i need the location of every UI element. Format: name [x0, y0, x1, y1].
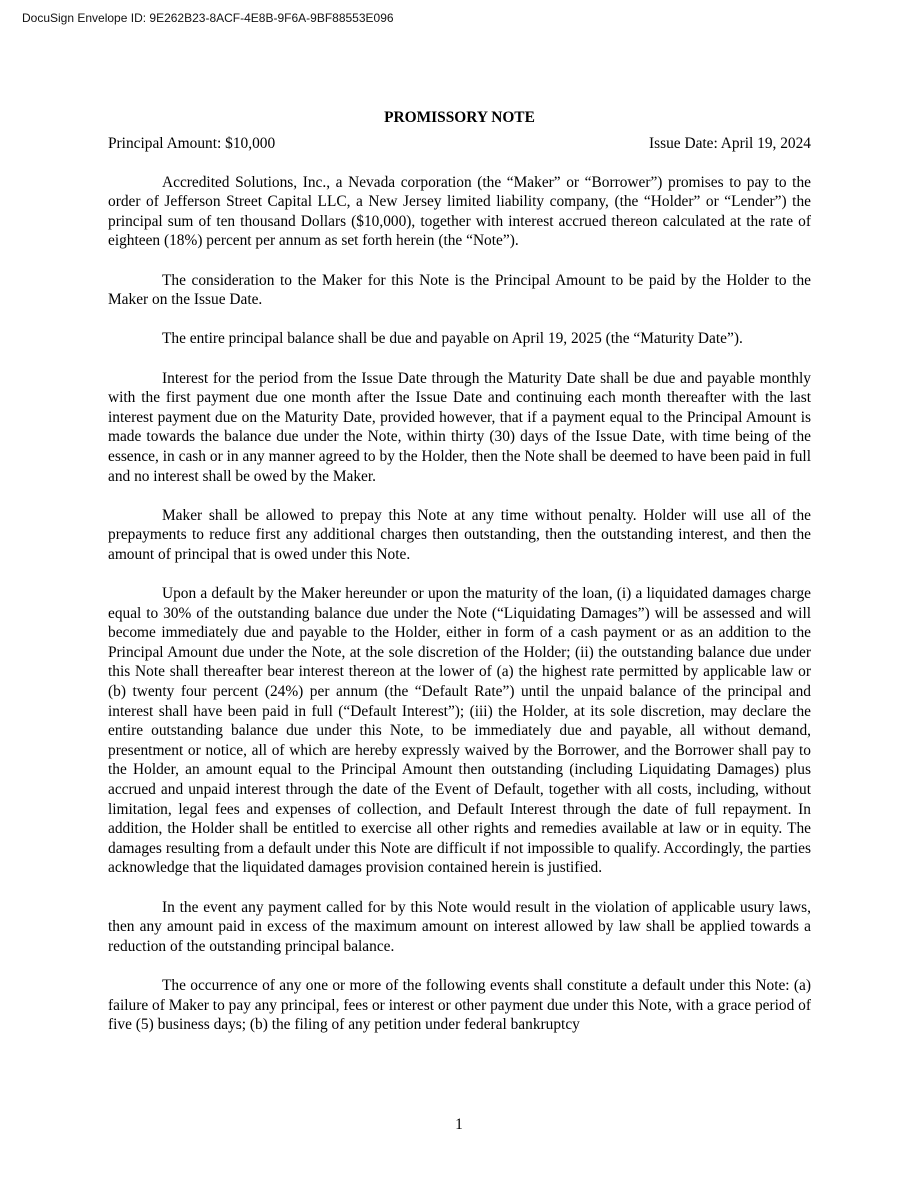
issue-date: Issue Date: April 19, 2024: [648, 135, 811, 152]
document-page: [108, 108, 811, 1054]
note-meta-row: [108, 134, 811, 154]
paragraph-consideration: The consideration to the Maker for this Note is the Principal Amount to be paid by the Holder to the Maker on the Issue Date.: [108, 271, 811, 309]
paragraph-interest: Interest for the period from the Issue Date through the Maturity Date shall be due and payable monthly with the first payment due one month after the Issue Date and continuing each month thereafter with the last interest payment due on the Maturity Date, provided however, that if a payment equal to the Principal Amount is made towards the balance due under the Note, within thirty (30) days of the Issue Date, with time being of the essence, in cash or in any manner agreed to by the Holder, then the Note shall be deemed to have been paid in full and no interest shall be owed by the Maker.: [108, 369, 811, 485]
paragraph-default-remedies: Upon a default by the Maker hereunder or upon the maturity of the loan, (i) a liquidated damages charge equal to 30% of the outstanding balance due under the Note (“Liquidating Damages”) will be assessed and will become immediately due and payable to the Holder, either in form of a cash payment or as an addition to the Principal Amount due under the Note, at the sole discretion of the Holder; (ii) the outstanding balance due under this Note shall thereafter bear interest thereon at the lower of (a) the highest rate permitted by applicable law or (b) twenty four percent (24%) per annum (the “Default Rate”) until the unpaid balance of the principal and interest shall have been paid in full (“Default Interest”); (iii) the Holder, at its sole discretion, may declare the entire outstanding balance due under this Note, to be immediately due and payable, all without demand, presentment or notice, all of which are hereby expressly waived by the Borrower, and the Borrower shall pay to the Holder, an amount equal to the Principal Amount then outstanding (including Liquidating Damages) plus accrued and unpaid interest through the date of the Event of Default, together with all costs, including, without limitation, legal fees and expenses of collection, and Default Interest through the date of full repayment. In addition, the Holder shall be entitled to exercise all other rights and remedies available at law or in equity. The damages resulting from a default under this Note are difficult if not impossible to qualify. Accordingly, the parties acknowledge that the liquidated damages provision contained herein is justified.: [108, 585, 811, 877]
paragraph-parties: Accredited Solutions, Inc., a Nevada corporation (the “Maker” or “Borrower”) promises to pay to the order of Jefferson Street Capital LLC, a New Jersey limited liability company, (the “Holder” or “Lender”) the principal sum of ten thousand Dollars ($10,000), together with interest accrued thereon calculated at the rate of eighteen (18%) percent per annum as set forth herein (the “Note”).: [108, 173, 811, 250]
paragraph-usury: In the event any payment called for by this Note would result in the violation of applicable usury laws, then any amount paid in excess of the maximum amount on interest allowed by law shall be applied towards a reduction of the outstanding principal balance.: [108, 898, 811, 955]
page-number: 1: [455, 1116, 463, 1133]
document-title: PROMISSORY NOTE: [384, 109, 535, 126]
docusign-envelope-id: DocuSign Envelope ID: 9E262B23-8ACF-4E8B-9F6A-9BF88553E096: [22, 11, 394, 25]
paragraph-events-of-default: The occurrence of any one or more of the following events shall constitute a default under this Note: (a) failure of Maker to pay any principal, fees or interest or other payment due under this Note, with a grace period of five (5) business days; (b) the filing of any petition under federal bankruptcy: [108, 976, 811, 1034]
paragraph-prepayment: Maker shall be allowed to prepay this Note at any time without penalty. Holder will use all of the prepayments to reduce first any additional charges then outstanding, then the outstanding interest, and then the amount of principal that is owed under this Note.: [108, 506, 811, 563]
paragraph-maturity: The entire principal balance shall be due and payable on April 19, 2025 (the “Maturity Date”).: [162, 330, 743, 348]
principal-amount: Principal Amount: $10,000: [108, 135, 276, 152]
